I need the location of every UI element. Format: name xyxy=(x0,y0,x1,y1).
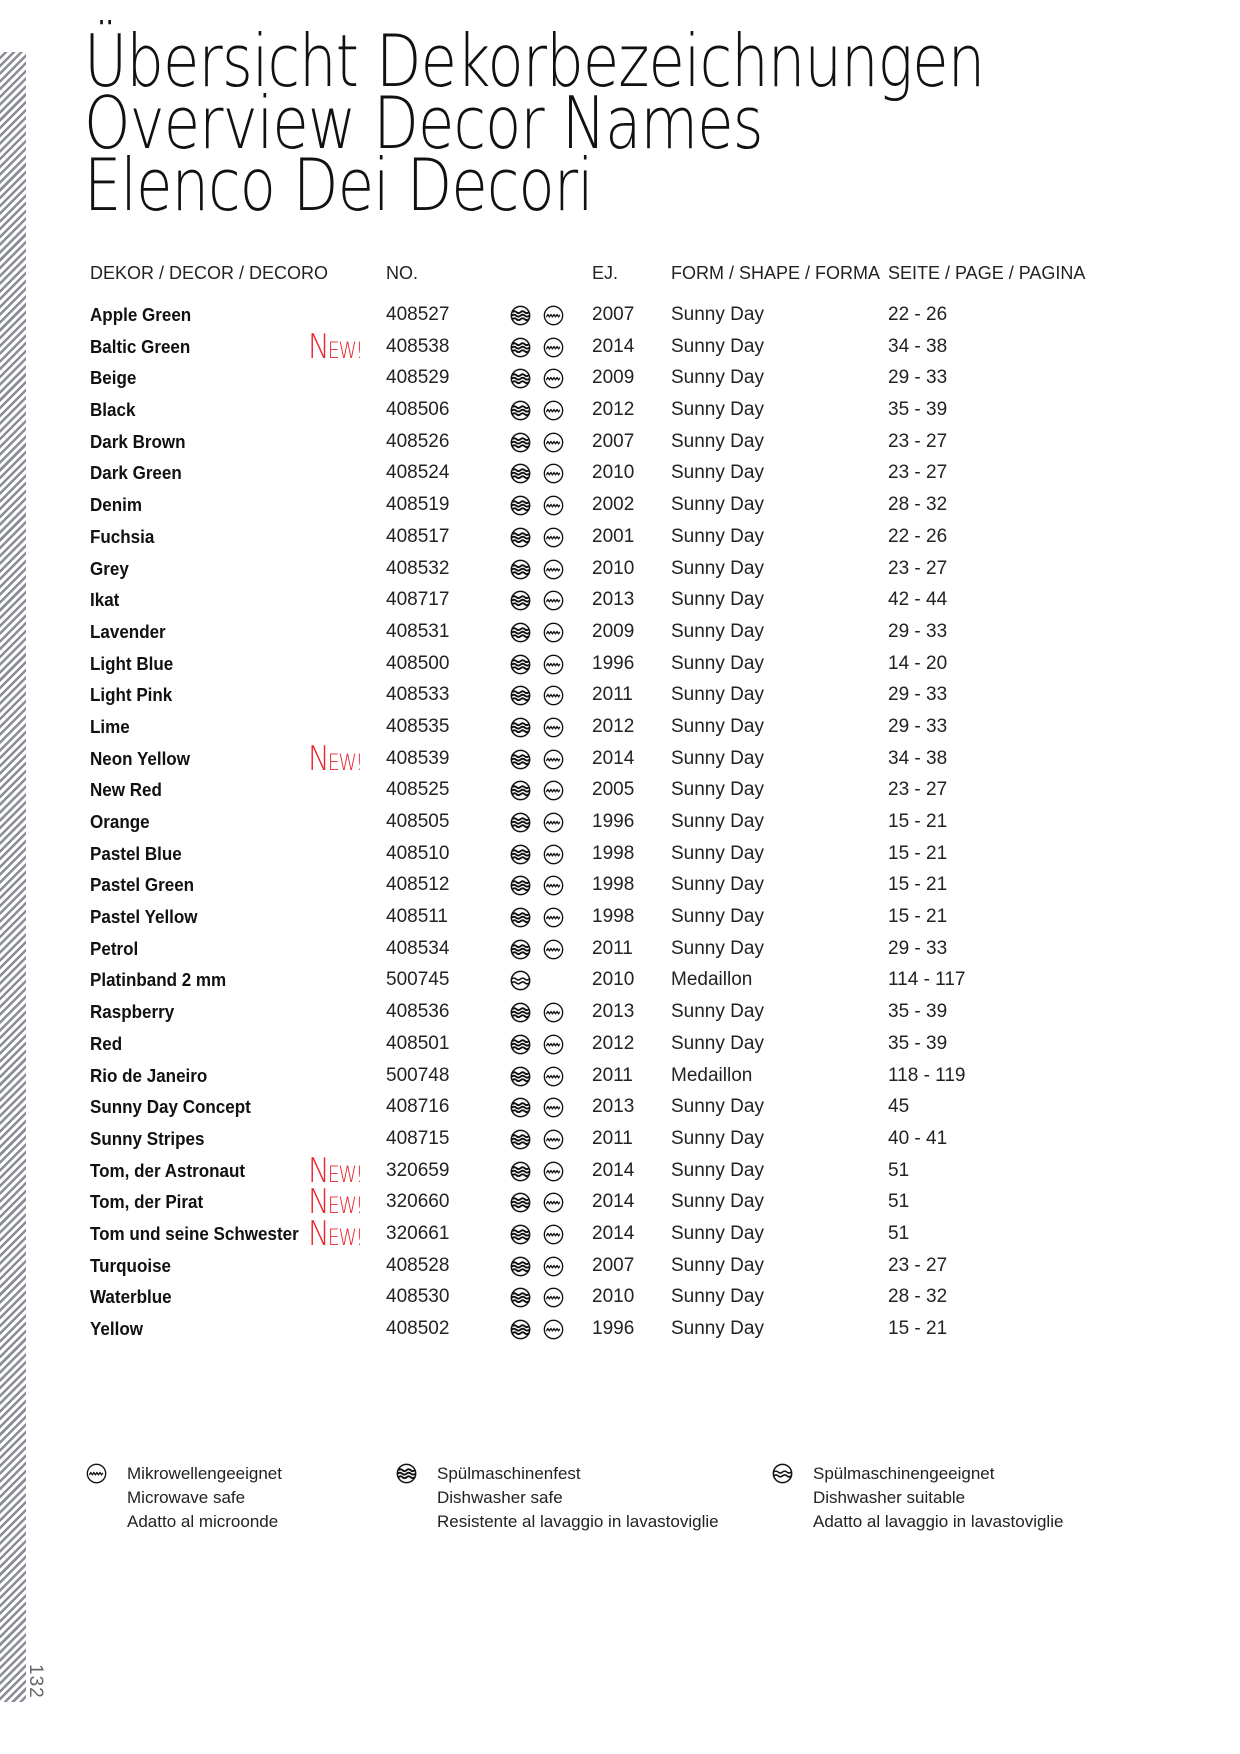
decor-number: 408500 xyxy=(386,652,450,674)
decor-name: Dark Green xyxy=(90,462,182,484)
decor-number: 408510 xyxy=(386,842,450,864)
decor-shape: Sunny Day xyxy=(671,874,764,896)
table-row xyxy=(0,616,1240,648)
decor-name: Platinband 2 mm xyxy=(90,969,227,991)
decor-page-range: 22 - 26 xyxy=(888,304,948,325)
decor-year: 2001 xyxy=(592,525,635,547)
decor-shape: Sunny Day xyxy=(671,462,764,484)
decor-shape: Sunny Day xyxy=(671,525,764,547)
decor-page-range: 51 xyxy=(888,1223,910,1244)
dishwasher-safe-icon xyxy=(510,939,531,960)
decor-name: Lime xyxy=(90,715,130,737)
microwave-safe-icon xyxy=(543,1161,564,1182)
decor-year: 2012 xyxy=(592,399,635,421)
microwave-safe-icon xyxy=(543,590,564,611)
decor-number: 408536 xyxy=(386,1001,450,1023)
decor-shape: Sunny Day xyxy=(671,589,764,611)
decor-shape: Sunny Day xyxy=(671,1032,764,1054)
decor-year: 2013 xyxy=(592,1096,635,1118)
decor-shape: Sunny Day xyxy=(671,367,764,389)
decor-shape: Medaillon xyxy=(671,1064,753,1086)
decor-page-range: 40 - 41 xyxy=(888,1127,948,1149)
microwave-safe-icon xyxy=(543,654,564,675)
new-badge-initial: N xyxy=(308,738,328,779)
decor-page-range: 35 - 39 xyxy=(888,1001,948,1023)
decor-shape: Sunny Day xyxy=(671,1127,764,1149)
legend-text: Mikrowellengeeignet xyxy=(127,1464,282,1483)
microwave-safe-icon xyxy=(543,400,564,421)
microwave-safe-icon xyxy=(543,812,564,833)
dishwasher-safe-icon xyxy=(510,907,531,928)
decor-shape: Sunny Day xyxy=(671,620,764,642)
decor-year: 2012 xyxy=(592,1032,635,1054)
table-row xyxy=(0,299,1240,331)
microwave-safe-icon xyxy=(543,527,564,548)
decor-number: 408527 xyxy=(386,304,450,325)
decor-name: Neon Yellow xyxy=(90,747,190,769)
decor-number: 408511 xyxy=(386,906,448,928)
new-badge-rest: EW! xyxy=(327,1162,362,1188)
table-row xyxy=(0,326,1240,367)
dishwasher-safe-icon xyxy=(510,400,531,421)
decor-page-range: 51 xyxy=(888,1191,910,1213)
decor-shape: Sunny Day xyxy=(671,335,764,357)
decor-year: 2014 xyxy=(592,335,635,357)
decor-year: 2009 xyxy=(592,367,635,389)
table-row xyxy=(0,711,1240,743)
table-row xyxy=(0,648,1240,680)
decor-year: 2002 xyxy=(592,494,635,516)
new-badge-initial: N xyxy=(308,1182,328,1223)
dishwasher-safe-icon xyxy=(510,1192,531,1213)
decor-year: 2011 xyxy=(592,684,633,706)
decor-shape: Sunny Day xyxy=(671,430,764,452)
decor-number: 408525 xyxy=(386,779,450,801)
new-badge-initial: N xyxy=(308,1150,328,1191)
decor-page-range: 28 - 32 xyxy=(888,1286,948,1308)
decor-page-range: 15 - 21 xyxy=(888,811,948,833)
new-badge-initial: N xyxy=(308,326,328,367)
dishwasher-safe-icon xyxy=(510,527,531,548)
dishwasher-safe-icon xyxy=(510,337,531,358)
dishwasher-safe-icon xyxy=(510,844,531,865)
page-title xyxy=(84,19,985,227)
dishwasher-safe-icon xyxy=(510,812,531,833)
legend-text: Resistente al lavaggio in lavastoviglie xyxy=(437,1512,719,1531)
table-row xyxy=(0,362,1240,394)
header-page: SEITE / PAGE / PAGINA xyxy=(888,263,1086,283)
title-line-german: Übersicht Dekorbezeichnungen xyxy=(84,19,985,103)
dishwasher-safe-icon xyxy=(510,654,531,675)
table-row xyxy=(0,738,1240,779)
decor-page-range: 23 - 27 xyxy=(888,1254,948,1276)
legend-text: Adatto al microonde xyxy=(127,1512,279,1531)
decor-number: 408502 xyxy=(386,1318,450,1340)
table-row xyxy=(0,964,1240,996)
decor-shape: Sunny Day xyxy=(671,304,764,325)
decor-page-range: 23 - 27 xyxy=(888,557,948,579)
decor-shape: Sunny Day xyxy=(671,1318,764,1340)
table-row xyxy=(0,996,1240,1028)
dishwasher-safe-icon xyxy=(510,1256,531,1277)
new-badge-rest: EW! xyxy=(327,338,362,364)
decor-name: Dark Brown xyxy=(90,430,186,452)
decor-name: Baltic Green xyxy=(90,335,191,357)
microwave-safe-icon xyxy=(543,337,564,358)
microwave-safe-icon xyxy=(543,1256,564,1277)
decor-page-range: 29 - 33 xyxy=(888,684,948,706)
dishwasher-safe-icon xyxy=(510,432,531,453)
dishwasher-suitable-icon xyxy=(772,1463,793,1484)
decor-name: Light Blue xyxy=(90,652,174,674)
decor-page-range: 15 - 21 xyxy=(888,874,948,896)
microwave-safe-icon xyxy=(543,622,564,643)
decor-name: Tom, der Astronaut xyxy=(90,1159,246,1181)
decor-shape: Sunny Day xyxy=(671,1254,764,1276)
decor-shape: Sunny Day xyxy=(671,399,764,421)
new-badge-initial: N xyxy=(308,1214,328,1254)
decor-name: Apple Green xyxy=(90,304,192,325)
microwave-safe-icon xyxy=(543,495,564,516)
table-row xyxy=(0,901,1240,933)
decor-name: Sunny Day Concept xyxy=(90,1096,251,1118)
microwave-safe-icon xyxy=(543,305,564,326)
microwave-safe-icon xyxy=(543,1192,564,1213)
legend-text: Spülmaschinenfest xyxy=(437,1464,581,1483)
decor-shape: Sunny Day xyxy=(671,842,764,864)
table-row xyxy=(0,1123,1240,1155)
microwave-safe-icon xyxy=(543,685,564,706)
dishwasher-safe-icon xyxy=(510,368,531,389)
decor-year: 2007 xyxy=(592,304,635,325)
decor-number: 408529 xyxy=(386,367,450,389)
dishwasher-safe-icon xyxy=(510,1066,531,1087)
decor-page-range: 22 - 26 xyxy=(888,525,948,547)
decor-name: New Red xyxy=(90,779,162,801)
decor-name: Pastel Blue xyxy=(90,842,182,864)
legend-text: Dishwasher suitable xyxy=(813,1488,966,1507)
decor-page-range: 114 - 117 xyxy=(888,969,966,991)
decor-name: Raspberry xyxy=(90,1001,175,1023)
microwave-safe-icon xyxy=(543,1287,564,1308)
decor-number: 408717 xyxy=(386,589,450,611)
decor-year: 2013 xyxy=(592,1001,635,1023)
decor-shape: Sunny Day xyxy=(671,494,764,516)
decor-shape: Sunny Day xyxy=(671,779,764,801)
microwave-safe-icon xyxy=(543,749,564,770)
table-row xyxy=(0,1182,1240,1223)
decor-year: 1996 xyxy=(592,1318,635,1340)
table-row xyxy=(0,933,1240,965)
microwave-safe-icon xyxy=(543,939,564,960)
header-year: EJ. xyxy=(592,263,619,283)
decor-name: Turquoise xyxy=(90,1254,172,1276)
decor-name: Rio de Janeiro xyxy=(90,1064,208,1086)
decor-name: Red xyxy=(90,1032,123,1054)
decor-number: 408528 xyxy=(386,1254,450,1276)
table-row xyxy=(0,1091,1240,1123)
table-row xyxy=(0,1250,1240,1282)
decor-page-range: 45 xyxy=(888,1096,910,1118)
dishwasher-safe-icon xyxy=(510,875,531,896)
legend-text: Microwave safe xyxy=(127,1488,246,1507)
microwave-safe-icon xyxy=(543,844,564,865)
decor-name: Sunny Stripes xyxy=(90,1127,205,1149)
decor-page-range: 28 - 32 xyxy=(888,494,948,516)
new-badge-rest: EW! xyxy=(327,1194,362,1220)
decor-year: 2007 xyxy=(592,1254,635,1276)
decor-name: Waterblue xyxy=(90,1286,172,1308)
dishwasher-safe-icon xyxy=(510,1129,531,1150)
decor-year: 2011 xyxy=(592,1127,633,1149)
table-row xyxy=(0,774,1240,806)
decor-name: Beige xyxy=(90,367,137,389)
decor-number: 500745 xyxy=(386,969,450,991)
decor-name: Pastel Green xyxy=(90,874,195,896)
decor-shape: Sunny Day xyxy=(671,747,764,769)
decor-page-range: 23 - 27 xyxy=(888,430,948,452)
header-number: NO. xyxy=(386,263,419,283)
decor-number: 408716 xyxy=(386,1096,450,1118)
decor-number: 408506 xyxy=(386,399,450,421)
decor-year: 1998 xyxy=(592,906,635,928)
decor-number: 320660 xyxy=(386,1191,450,1213)
decor-name: Light Pink xyxy=(90,684,173,706)
microwave-safe-icon xyxy=(543,1224,564,1245)
decor-number: 408531 xyxy=(386,620,450,642)
decor-year: 2010 xyxy=(592,462,635,484)
decor-year: 2010 xyxy=(592,969,635,991)
decor-number: 408530 xyxy=(386,1286,450,1308)
decor-page-range: 23 - 27 xyxy=(888,462,948,484)
decor-number: 408715 xyxy=(386,1127,450,1149)
decor-page-range: 15 - 21 xyxy=(888,1318,948,1340)
decor-year: 2014 xyxy=(592,747,635,769)
decor-number: 320659 xyxy=(386,1159,450,1181)
decor-shape: Sunny Day xyxy=(671,684,764,706)
decor-number: 408501 xyxy=(386,1032,450,1054)
table-row xyxy=(0,1214,1240,1254)
microwave-safe-icon xyxy=(543,1319,564,1340)
table-row xyxy=(0,394,1240,426)
dishwasher-suitable-icon xyxy=(510,970,531,991)
decor-year: 1996 xyxy=(592,652,635,674)
decor-year: 2007 xyxy=(592,430,635,452)
decor-page-range: 29 - 33 xyxy=(888,367,948,389)
decor-year: 2010 xyxy=(592,1286,635,1308)
decor-shape: Sunny Day xyxy=(671,1223,764,1244)
decor-name: Yellow xyxy=(90,1318,143,1340)
table-row xyxy=(0,1060,1240,1092)
decor-page-range: 34 - 38 xyxy=(888,335,948,357)
dishwasher-safe-icon xyxy=(510,495,531,516)
decor-page-range: 15 - 21 xyxy=(888,906,948,928)
decor-page-range: 35 - 39 xyxy=(888,399,948,421)
microwave-safe-icon xyxy=(543,1097,564,1118)
decor-number: 408533 xyxy=(386,684,450,706)
microwave-safe-icon xyxy=(543,780,564,801)
decor-name: Lavender xyxy=(90,620,166,642)
new-badge-rest: EW! xyxy=(327,1226,362,1251)
decor-number: 408534 xyxy=(386,937,450,959)
dishwasher-safe-icon xyxy=(510,622,531,643)
decor-year: 2010 xyxy=(592,557,635,579)
decor-page-range: 35 - 39 xyxy=(888,1032,948,1054)
header-decor: DEKOR / DECOR / DECORO xyxy=(90,263,329,283)
microwave-safe-icon xyxy=(543,1034,564,1055)
dishwasher-safe-icon xyxy=(510,1097,531,1118)
decor-year: 2014 xyxy=(592,1223,635,1244)
legend-text: Dishwasher safe xyxy=(437,1488,563,1507)
decor-number: 408505 xyxy=(386,811,450,833)
new-badge-rest: EW! xyxy=(327,750,362,776)
dishwasher-safe-icon xyxy=(510,1319,531,1340)
dishwasher-safe-icon xyxy=(510,685,531,706)
decor-page-range: 42 - 44 xyxy=(888,589,948,611)
dishwasher-safe-icon xyxy=(510,590,531,611)
table-row xyxy=(0,1281,1240,1313)
decor-shape: Sunny Day xyxy=(671,811,764,833)
decor-shape: Sunny Day xyxy=(671,937,764,959)
decor-page-range: 29 - 33 xyxy=(888,715,948,737)
decor-name: Tom, der Pirat xyxy=(90,1191,204,1213)
table-row xyxy=(0,806,1240,838)
dishwasher-safe-icon xyxy=(510,717,531,738)
decor-name: Denim xyxy=(90,494,143,516)
decor-number: 408524 xyxy=(386,462,450,484)
decor-name: Grey xyxy=(90,557,129,579)
microwave-safe-icon xyxy=(543,717,564,738)
decor-year: 2012 xyxy=(592,715,635,737)
microwave-safe-icon xyxy=(543,1129,564,1150)
decor-shape: Sunny Day xyxy=(671,557,764,579)
microwave-safe-icon xyxy=(543,875,564,896)
microwave-safe-icon xyxy=(543,907,564,928)
decor-number: 408535 xyxy=(386,715,450,737)
dishwasher-safe-icon xyxy=(510,1034,531,1055)
decor-page-range: 29 - 33 xyxy=(888,937,948,959)
microwave-safe-icon xyxy=(543,463,564,484)
table-row xyxy=(0,1150,1240,1191)
decor-name: Black xyxy=(90,399,136,421)
microwave-safe-icon xyxy=(86,1463,107,1484)
decor-number: 408519 xyxy=(386,494,450,516)
decor-number: 500748 xyxy=(386,1064,450,1086)
decor-page-range: 15 - 21 xyxy=(888,842,948,864)
microwave-safe-icon xyxy=(543,1002,564,1023)
table-row xyxy=(0,1028,1240,1060)
table-row xyxy=(0,584,1240,616)
decor-name: Petrol xyxy=(90,937,139,959)
decor-shape: Sunny Day xyxy=(671,715,764,737)
decor-page-range: 51 xyxy=(888,1159,910,1181)
decor-name: Ikat xyxy=(90,589,120,611)
decor-shape: Sunny Day xyxy=(671,1286,764,1308)
decor-name: Tom und seine Schwester xyxy=(90,1223,299,1244)
microwave-safe-icon xyxy=(543,432,564,453)
dishwasher-safe-icon xyxy=(396,1463,417,1484)
decor-shape: Sunny Day xyxy=(671,906,764,928)
decor-year: 2011 xyxy=(592,937,633,959)
decor-number: 408538 xyxy=(386,335,450,357)
decor-year: 1998 xyxy=(592,842,635,864)
dishwasher-safe-icon xyxy=(510,1287,531,1308)
table-row xyxy=(0,521,1240,553)
dishwasher-safe-icon xyxy=(510,780,531,801)
table-row xyxy=(0,426,1240,458)
decor-year: 2014 xyxy=(592,1191,635,1213)
table-row xyxy=(0,869,1240,901)
dishwasher-safe-icon xyxy=(510,305,531,326)
dishwasher-safe-icon xyxy=(510,1224,531,1245)
decor-number: 408512 xyxy=(386,874,450,896)
dishwasher-safe-icon xyxy=(510,1161,531,1182)
decor-shape: Sunny Day xyxy=(671,652,764,674)
decor-number: 408532 xyxy=(386,557,450,579)
table-row xyxy=(0,679,1240,711)
legend-text: Adatto al lavaggio in lavastoviglie xyxy=(813,1512,1064,1531)
dishwasher-safe-icon xyxy=(510,463,531,484)
decor-name: Fuchsia xyxy=(90,525,155,547)
decor-page-range: 34 - 38 xyxy=(888,747,948,769)
decor-year: 2009 xyxy=(592,620,635,642)
decor-page-range: 23 - 27 xyxy=(888,779,948,801)
decor-number: 408517 xyxy=(386,525,450,547)
decor-shape: Sunny Day xyxy=(671,1096,764,1118)
decor-number: 408539 xyxy=(386,747,450,769)
decor-year: 2005 xyxy=(592,779,635,801)
title-line-english: Overview Decor Names xyxy=(84,81,763,165)
page-number: 132 xyxy=(25,1664,46,1699)
dishwasher-safe-icon xyxy=(510,749,531,770)
decor-page-range: 29 - 33 xyxy=(888,620,948,642)
table-row xyxy=(0,838,1240,870)
table-row xyxy=(0,457,1240,489)
decor-shape: Sunny Day xyxy=(671,1159,764,1181)
decor-name: Orange xyxy=(90,811,150,833)
decor-page-range: 14 - 20 xyxy=(888,652,948,674)
decor-year: 2013 xyxy=(592,589,635,611)
decor-year: 1998 xyxy=(592,874,635,896)
table-row xyxy=(0,553,1240,585)
decor-year: 2011 xyxy=(592,1064,633,1086)
microwave-safe-icon xyxy=(543,368,564,389)
microwave-safe-icon xyxy=(543,559,564,580)
table-row xyxy=(0,489,1240,521)
decor-number: 408526 xyxy=(386,430,450,452)
decor-number: 320661 xyxy=(386,1223,450,1244)
title-line-italian: Elenco Dei Decori xyxy=(84,143,593,227)
decor-year: 1996 xyxy=(592,811,635,833)
header-form: FORM / SHAPE / FORMA xyxy=(671,263,881,283)
decor-shape: Sunny Day xyxy=(671,1001,764,1023)
decor-shape: Medaillon xyxy=(671,969,753,991)
dishwasher-safe-icon xyxy=(510,1002,531,1023)
table-row xyxy=(0,1313,1240,1345)
decor-year: 2014 xyxy=(592,1159,635,1181)
microwave-safe-icon xyxy=(543,1066,564,1087)
dishwasher-safe-icon xyxy=(510,559,531,580)
decor-page-range: 118 - 119 xyxy=(888,1064,966,1086)
legend-text: Spülmaschinengeeignet xyxy=(813,1464,995,1483)
decor-name: Pastel Yellow xyxy=(90,906,198,928)
decor-shape: Sunny Day xyxy=(671,1191,764,1213)
